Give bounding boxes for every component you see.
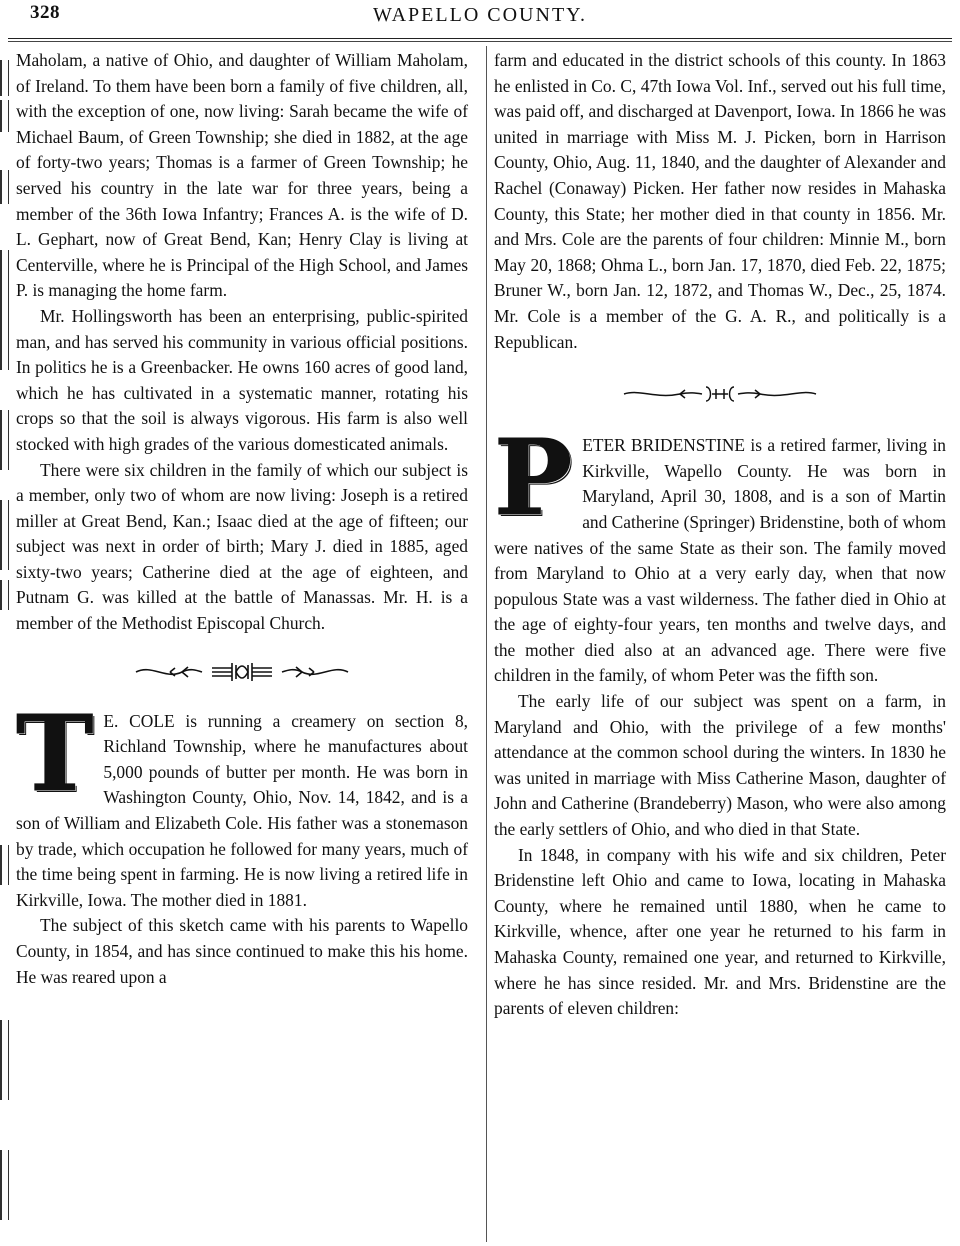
margin-mark — [0, 845, 9, 885]
running-head: WAPELLO COUNTY. — [372, 4, 588, 26]
margin-mark — [0, 1020, 9, 1100]
margin-mark — [0, 100, 9, 132]
paragraph: E. COLE is running a creamery on section 8, Richland Township, where he manufactures about 5,000 pounds of butter per month. He was born in Washington County, Ohio, Nov. 14, 1842, and is a son of William and Elizabeth Cole. His father was a stonemason by trade, which occupation he followed for many years, much of the time being spent in farming. He is now living a retired life in Kirkville, Iowa. The mother died in 1881. — [16, 710, 468, 910]
left-column — [16, 48, 468, 990]
margin-mark — [0, 410, 9, 470]
column-divider — [486, 46, 487, 1242]
margin-mark — [0, 1150, 9, 1220]
paragraph: Maholam, a native of Ohio, and daughter of William Maholam, of Ireland. To them have been born a family of five children, all, with the exception of one, now living: Sarah became the wife of Michael Baum, of Green Township; she died in 1882, at the age of forty-two years; Thomas is a farmer of Green Township; he served his country in the late war for three years, being a member of the 36th Iowa Infantry; Frances A. is the wife of D. L. Gephart, now of Great Bend, Kan; Henry Clay is living at Centerville, where he is Principal of the High School, and James P. is managing the home farm. — [16, 50, 468, 301]
right-column — [494, 48, 946, 1022]
drop-cap: P — [494, 416, 573, 540]
margin-mark — [0, 580, 9, 610]
paragraph: ETER BRIDENSTINE is a retired farmer, living in Kirkville, Wapello County. He was born in Maryland, April 30, 1808, and is a son of Martin and Catherine (Springer) Bridenstine, both of whom were natives of the same State as their son. The family moved from Maryland to Ohio at a very early day, when that now populous State was a vast wilderness. The father died in Ohio at the age of eighty-four years, ten months and twelve days, and the mother died also at an advanced age. There were five children in the family, of whom Peter was the fifth son. — [494, 435, 946, 686]
paragraph: There were six children in the family of which our subject is a member, only two of whom are now living: Joseph is a retired miller at Great Bend, Kan.; Isaac died at the age of fifteen; our subject was next in order of birth; Mary J. died in 1885, aged sixty-two years; Catherine died at the age of eighteen, and Putnam G. was killed at the battle of Manassas. Mr. H. is a member of the Methodist Episcopal Church. — [16, 459, 468, 634]
margin-mark — [0, 250, 9, 370]
paragraph: farm and educated in the district schools of this county. In 1863 he enlisted in Co. C, 47th Iowa Vol. Inf., served out his full time, was paid off, and discharged at Davenport, Iowa. In 1866 he was united in marriage with Miss M. J. Picken, born in Harrison County, Ohio, Aug. 11, 1840, and the daughter of Alexander and Rachel (Conaway) Picken. Her father now resides in Mahaska County, this State; her mother died in that county in 1856. Mr. and Mrs. Cole are the parents of four children: Minnie M., born May 20, 1868; Ohma L., born Jan. 17, 1870, died Feb. 22, 1875; Bruner W., born Jan. 12, 1872, and Thomas W., Dec., 25, 1874. Mr. Cole is a member of the G. A. R., and politically is a Republican. — [494, 50, 946, 352]
page-header — [0, 0, 960, 34]
header-rule — [8, 38, 952, 39]
paragraph: The early life of our subject was spent on a farm, in Maryland and Ohio, with the privilege of a few months' attendance at the common school during the winters. In 1830 he was united in marriage with Miss Catherine Mason, daughter of John and Catherine (Brandeberry) Mason, who were also among the early settlers of Ohio, and who died in that State. — [494, 691, 946, 840]
ornament-divider — [132, 659, 352, 685]
ornament-divider — [620, 381, 820, 407]
bridenstine-sketch-opening — [494, 416, 946, 689]
margin-mark — [0, 60, 9, 96]
paragraph: Mr. Hollingsworth has been an enterprising, public-spirited man, and has served his community in various official positions. In politics he is a Greenbacker. He owns 160 acres of good land, which he has cultivated in a systematic manner, rotating his crops so that the soil is always vigorous. His farm is also well stocked with high grades of the various domesticated animals. — [16, 305, 468, 454]
paragraph: In 1848, in company with his wife and six children, Peter Bridenstine left Ohio and came to Iowa, locating in Mahaska County, where he remained until 1880, when he came to Kirkville, whence, after one year he returned to his farm in Mahaska County, remained one year, and returned to Kirkville, where he has since resided. Mr. and Mrs. Bridenstine are the parents of eleven children: — [494, 844, 946, 1019]
paragraph: The subject of this sketch came with his parents to Wapello County, in 1854, and has since continued to make this his home. He was reared upon a — [16, 915, 468, 987]
page-number: 328 — [30, 2, 60, 23]
margin-mark — [0, 170, 9, 204]
drop-cap: T — [16, 691, 94, 815]
margin-mark — [0, 500, 9, 570]
header-rule-thin — [8, 41, 952, 42]
cole-sketch-opening — [16, 691, 468, 914]
